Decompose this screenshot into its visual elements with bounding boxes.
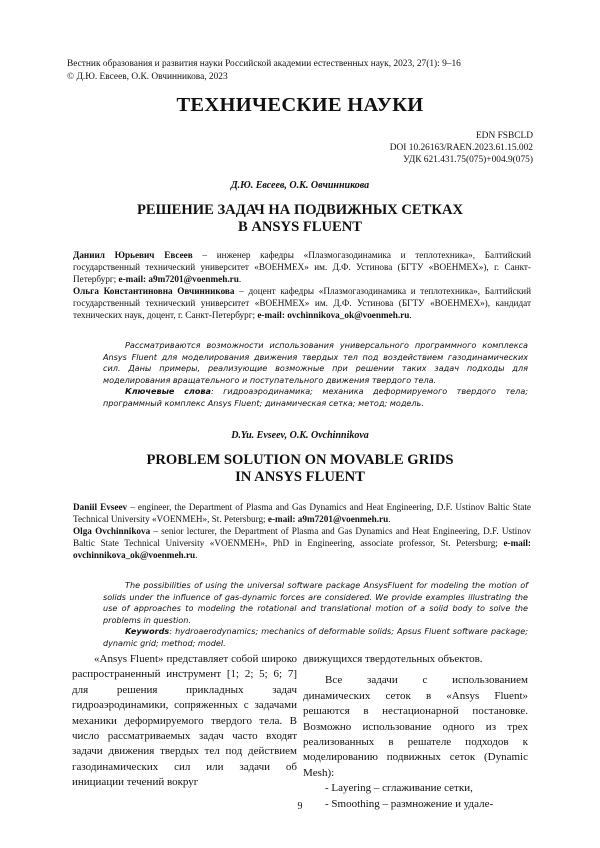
en-title: [0, 452, 600, 485]
ru-keywords-text: : гидроаэродинамика; механика деформируемого твердого тела; программный комплекс Ansys Fluent; динамическая сетка; метод; модель.: [103, 386, 529, 408]
udk-code: УДК 621.431.75(075)+004.9(075): [403, 155, 533, 165]
en-title-line1: PROBLEM SOLUTION ON MOVABLE GRIDS: [146, 452, 454, 468]
ru-author2-email[interactable]: e-mail: ovchinnikova_ok@voenmeh.ru: [257, 310, 410, 320]
en-abstract-text: The possibilities of using the universal software package AnsysFluent for modeling the motion of solids under the influence of gas-dynamic forces are considered. We provide examples illustrating the use of approaches to modeling the rotational and translational motion of a solid body to solve the problems in question.: [103, 580, 528, 625]
body-left-column: [72, 652, 297, 791]
en-keywords: [103, 626, 528, 649]
ru-keywords-label: Ключевые слова: [125, 386, 211, 396]
ru-author1-email[interactable]: e-mail: a9m7201@voenmeh.ru: [118, 274, 239, 284]
ru-author1-affiliation: – инженер кафедры «Плазмогазодинамика и теплотехника», Балтийский государственный технический университет «ВОЕНМЕХ» им. Д.Ф. Устинова (БГТУ «ВОЕНМЕХ»), г. Санкт-Петербург;: [73, 250, 531, 284]
ru-author1-name: Даниил Юрьевич Евсеев: [73, 250, 193, 260]
journal-header: [67, 58, 537, 83]
en-author2-name: Olga Ovchinnikova: [73, 526, 151, 536]
body-paragraph-continued: движущихся твердотельных объектов.: [303, 653, 483, 665]
en-authors: D.Yu. Evseev, O.K. Ovchinnikova: [231, 430, 369, 441]
edn-code: EDN FSBCLD: [475, 131, 533, 141]
section-title: ТЕХНИЧЕСКИЕ НАУКИ: [176, 94, 424, 116]
list-item: - Layering – сглаживание сетки,: [325, 782, 473, 795]
en-keywords-text: : hydroaerodynamics; mechanics of deformable solids; Apsus Fluent software package; dynamic grid; method; model.: [103, 626, 528, 648]
en-author2: Olga Ovchinnikova – senior lecturer, the Department of Plasma and Gas Dynamics and Heat Engineering, D.F. Ustinov Baltic State Technical University «VOENMEH», PhD in Engineering, associate professor, St. Petersburg; e-mail: ovchinnikova_ok@voenmeh.ru.: [73, 526, 532, 560]
ru-abstract-text: Рассматриваются возможности использования универсального программного комплекса Ansys Fluent для моделирования движения твердых тел под воздействием газодинамических сил. Даны примеры, реализующие возможные при решении таких задач подходы для моделирования вращательного и поступательного движения твердого тела.: [103, 340, 528, 385]
ru-author2-affiliation: – доцент кафедры «Плазмогазодинамика и теплотехника», Балтийский государственный технический университет «ВОЕНМЕХ» им. Д.Ф. Устинова (БГТУ «ВОЕНМЕХ»), кандидат технических наук, доцент, г. Санкт-Петербург;: [73, 286, 531, 320]
en-author-info: [73, 501, 531, 561]
body-right-column: [303, 652, 528, 812]
ru-title-line1: РЕШЕНИЕ ЗАДАЧ НА ПОДВИЖНЫХ СЕТКАХ: [136, 202, 464, 218]
ru-title: [0, 202, 600, 235]
en-author2-email[interactable]: e-mail: ovchinnikova_ok@voenmeh.ru: [73, 538, 531, 560]
journal-citation: Вестник образования и развития науки Российской академии естественных наук, 2023, 27(1): 9–16: [67, 59, 461, 69]
ru-title-line2: В ANSYS FLUENT: [237, 218, 363, 235]
ru-author1: Даниил Юрьевич Евсеев – инженер кафедры «Плазмогазодинамика и теплотехника», Балтийский государственный технический университет «ВОЕНМЕХ» им. Д.Ф. Устинова (БГТУ «ВОЕНМЕХ»), г. Санкт-Петербург; e-mail: a9m7201@voenmeh.ru.: [73, 250, 531, 284]
en-author1-affiliation: – engineer, the Department of Plasma and Gas Dynamics and Heat Engineering, D.F. Ustinov Baltic State Technical University «VOENMEH», St. Petersburg;: [73, 502, 531, 524]
doi-link[interactable]: DOI 10.26163/RAEN.2023.61.15.002: [389, 143, 533, 153]
en-author1-name: Daniil Evseev: [73, 502, 128, 512]
en-author2-affiliation: – senior lecturer, the Department of Plasma and Gas Dynamics and Heat Engineering, D.F. Ustinov Baltic State Technical University «VOENMEH», PhD in Engineering, associate professor, St. Petersburg;: [73, 526, 532, 548]
list-item: - Smoothing – размножение и удале-: [325, 797, 494, 810]
en-abstract: [103, 580, 528, 649]
article-identifiers: [390, 130, 533, 166]
en-title-line2: IN ANSYS FLUENT: [235, 468, 365, 485]
en-keywords-label: Keywords: [125, 626, 170, 636]
ru-authors: Д.Ю. Евсеев, О.К. Овчинникова: [230, 180, 370, 191]
page-number: 9: [297, 801, 303, 812]
ru-author2-name: Ольга Константиновна Овчинникова: [73, 286, 235, 296]
en-author1-email[interactable]: e-mail: a9m7201@voenmeh.ru: [267, 514, 389, 524]
en-author1: Daniil Evseev – engineer, the Department of Plasma and Gas Dynamics and Heat Engineering, D.F. Ustinov Baltic State Technical University «VOENMEH», St. Petersburg; e-mail: a9m7201@voenmeh.ru.: [73, 502, 531, 524]
body-paragraph: Все задачи с использованием динамических сеток в «Ansys Fluent» решаются в нестационарной постановке. Возможно использование одного из трех реализованных в решателе подходов к моделированию подвижных сеток (Dynamic Mesh):: [303, 674, 528, 779]
ru-author-info: [73, 249, 531, 321]
body-paragraph: «Ansys Fluent» представляет собой широко распространенный инструмент [1; 2; 5; 6; 7] для решения прикладных задач гидроаэродинамики, сопряженных с задачами механики деформируемого твердого тела. В число рассматриваемых задач часто входят задачи движения твердых тел под действием газодинамических сил или задачи об инициации течений вокруг: [72, 653, 297, 789]
copyright-line: © Д.Ю. Евсеев, О.К. Овчинникова, 2023: [67, 71, 228, 82]
ru-author2: Ольга Константиновна Овчинникова – доцент кафедры «Плазмогазодинамика и теплотехника», Балтийский государственный технический университет «ВОЕНМЕХ» им. Д.Ф. Устинова (БГТУ «ВОЕНМЕХ»), кандидат технических наук, доцент, г. Санкт-Петербург; e-mail: ovchinnikova_ok@voenmeh.ru.: [73, 286, 531, 320]
ru-keywords: [103, 386, 528, 409]
ru-abstract: [103, 340, 528, 409]
